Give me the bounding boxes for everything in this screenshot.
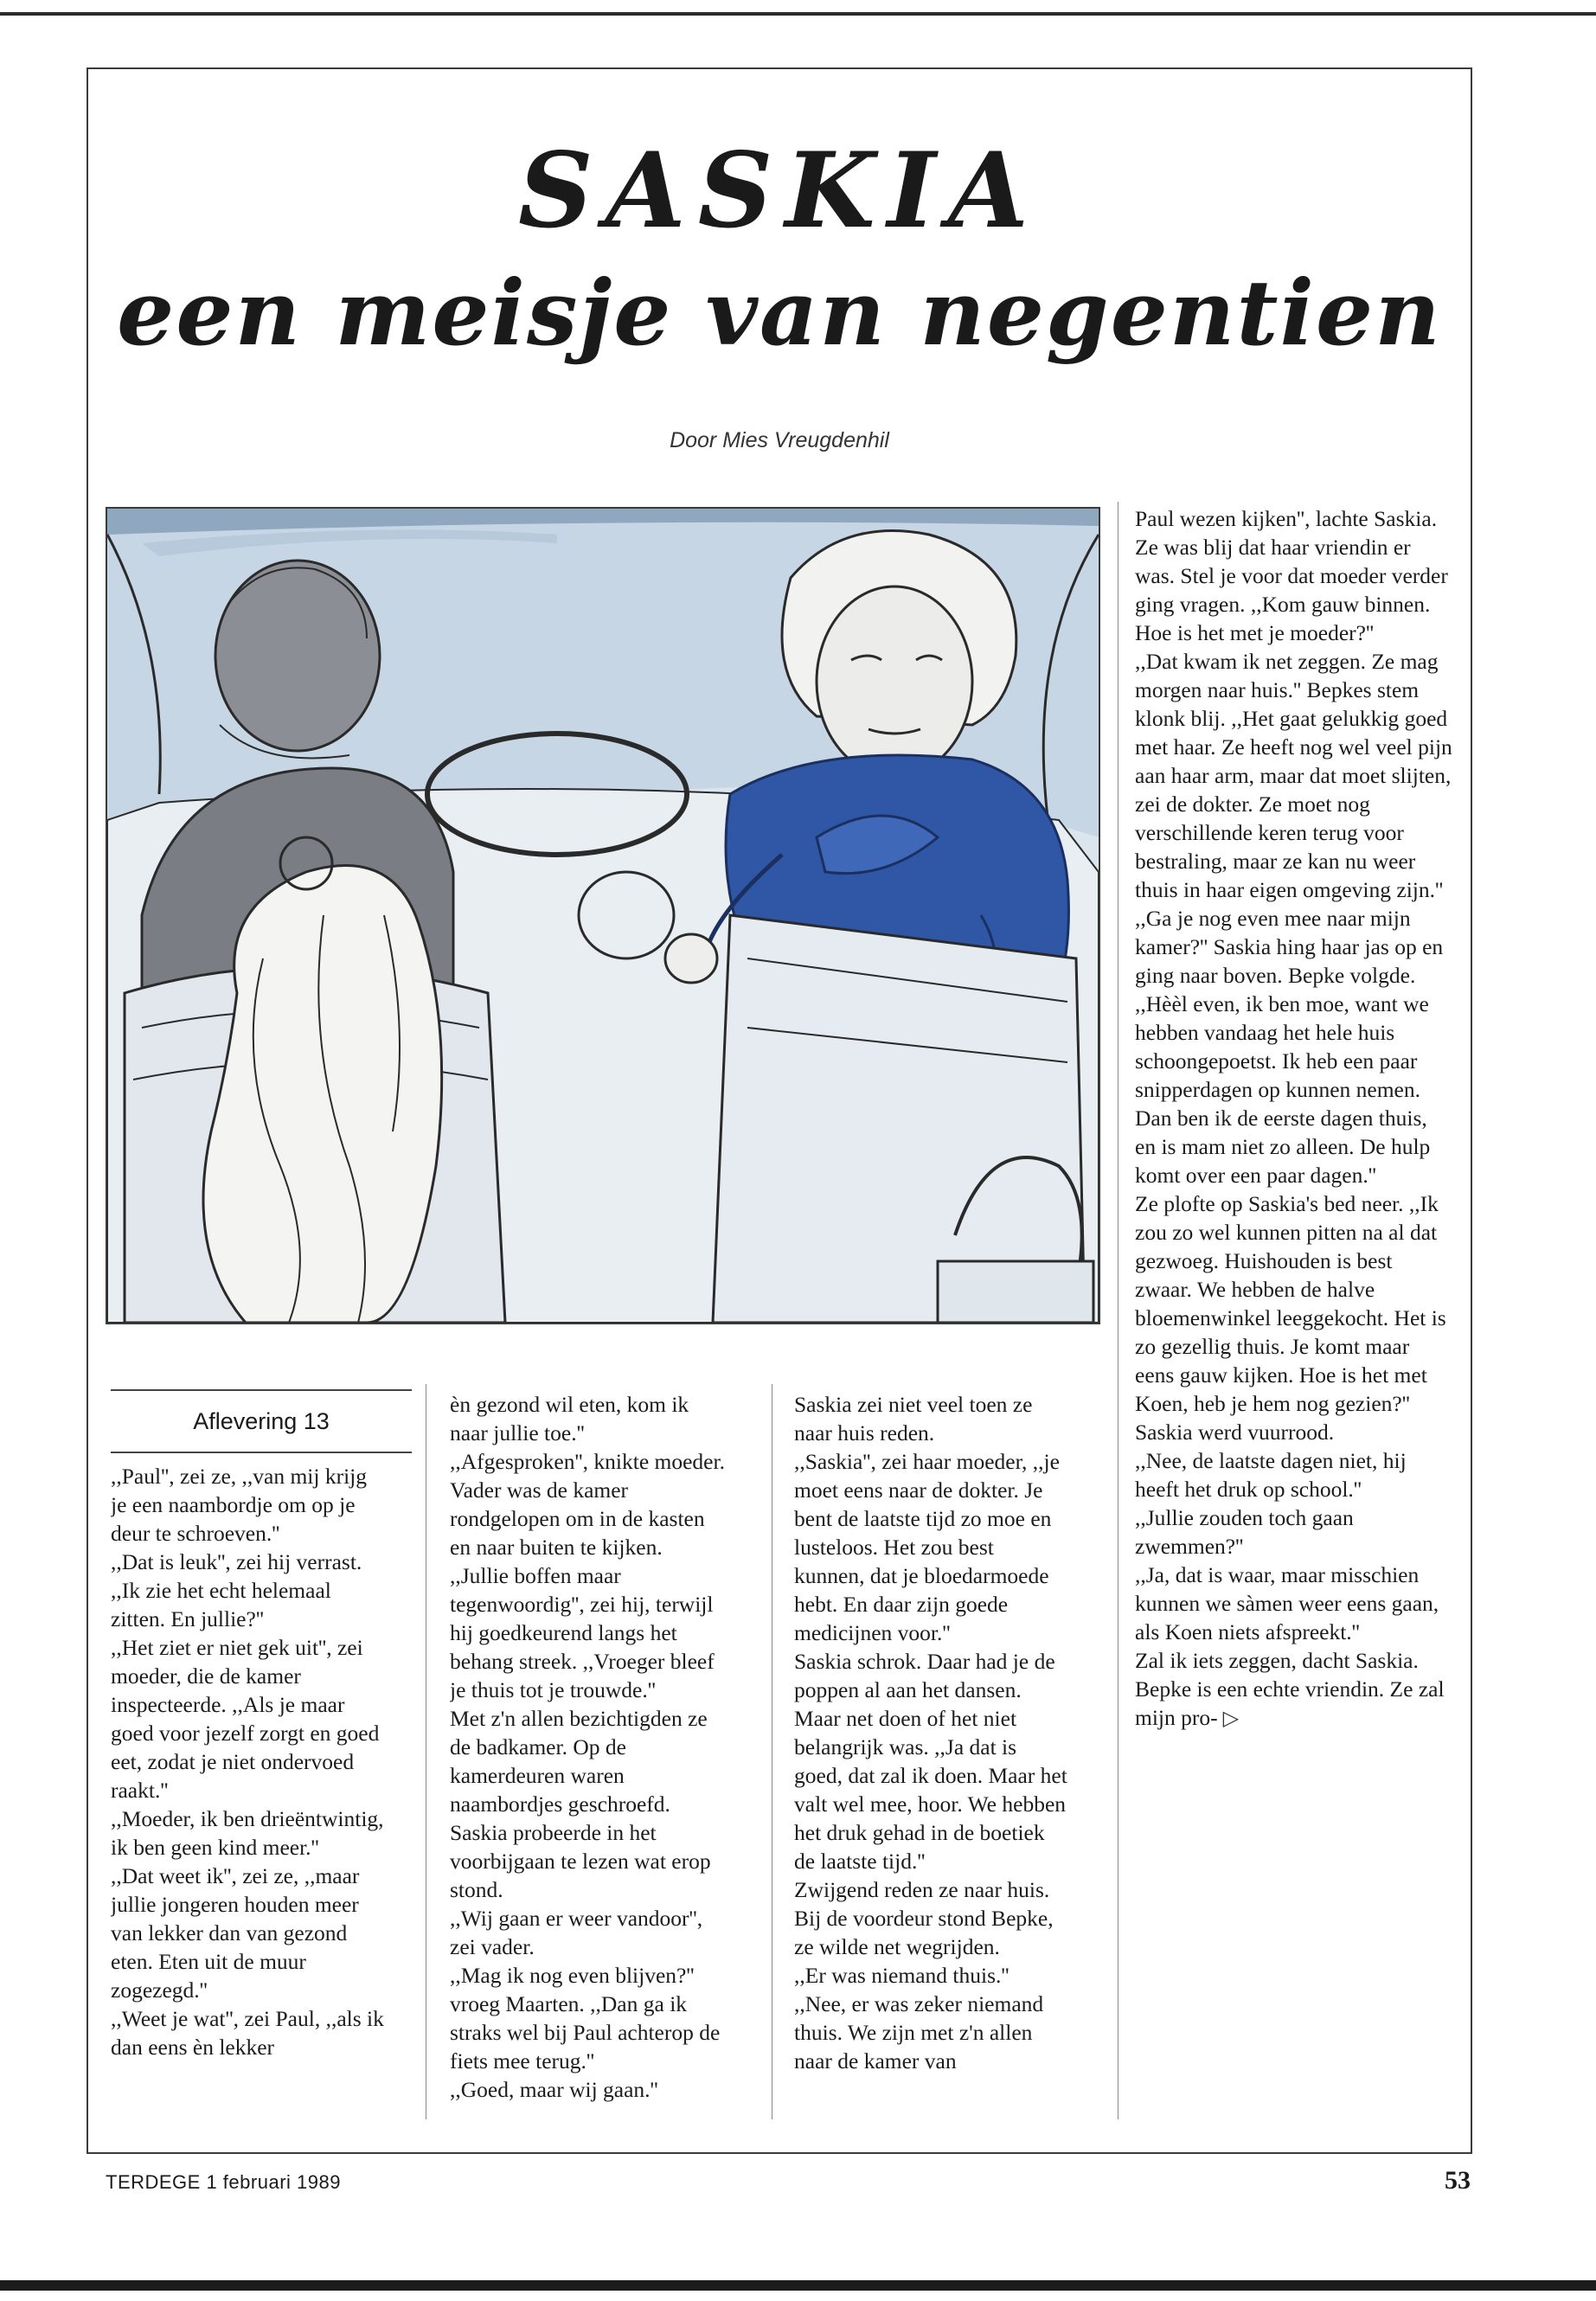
paragraph: ,,Moeder, ik ben drieëntwintig, ik ben geen kind meer.'' xyxy=(111,1806,384,1860)
paragraph: Saskia zei niet veel toen ze naar huis reden. xyxy=(794,1392,1033,1445)
paragraph: ,,Saskia'', zei haar moeder, ,,je moet eens naar de dokter. Je bent de laatste tijd zo moe en lusteloos. Het zou best kunnen, dat je bloedarmoede hebt. En daar zijn goede medicijnen voor.'' xyxy=(794,1449,1060,1645)
paragraph: Paul wezen kijken'', lachte Saskia. Ze was blij dat haar vriendin er was. Stel je voor dat moeder verder ging vragen. ,,Kom gauw binnen. Hoe is het met je moeder?'' xyxy=(1135,506,1448,645)
paragraph: ,,Ja, dat is waar, maar misschien kunnen we sàmen weer eens gaan, als Koen niets afspreekt.'' xyxy=(1135,1562,1439,1644)
paragraph: ,,Er was niemand thuis.'' xyxy=(794,1963,1010,1988)
paragraph: ,,Dat is leuk'', zei hij verrast. ,,Ik zie het echt helemaal zitten. En jullie?'' xyxy=(111,1549,362,1631)
byline: Door Mies Vreugdenhil xyxy=(670,428,889,452)
top-rule xyxy=(0,12,1596,16)
page-title: SASKIA xyxy=(518,130,1041,252)
paragraph: ,,Mag ik nog even blijven?'' vroeg Maarten. ,,Dan ga ik straks wel bij Paul achterop de fiets mee terug.'' xyxy=(450,1963,721,2073)
continue-arrow-icon: ▷ xyxy=(1222,1708,1240,1730)
paragraph: ,,Ga je nog even mee naar mijn kamer?'' Saskia hing haar jas op en ging naar boven. Bepke volgde. xyxy=(1135,906,1444,988)
paragraph: ,,Nee, de laatste dagen niet, hij heeft het druk op school.'' xyxy=(1135,1448,1407,1502)
text-column-1 xyxy=(111,1462,386,2061)
paragraph-text: Zal ik iets zeggen, dacht Saskia. Bepke is een echte vriendin. Ze zal mijn pro- xyxy=(1135,1648,1445,1730)
text-column-4 xyxy=(1135,504,1453,1734)
paragraph: ,,Weet je wat'', zei Paul, ,,als ik dan eens èn lekker xyxy=(111,2006,384,2060)
text-column-3 xyxy=(794,1390,1069,2075)
car-scene-illustration xyxy=(106,507,1100,1324)
paragraph: ,,Het ziet er niet gek uit'', zei moeder, die de kamer inspecteerde. ,,Als je maar goed voor jezelf zorgt en goed eet, zodat je niet ondervoed raakt.'' xyxy=(111,1635,380,1803)
paragraph: Ze plofte op Saskia's bed neer. ,,Ik zou zo wel kunnen pitten na al dat gezwoeg. Huishouden is best zwaar. We hebben de halve bloemenwinkel leeggekocht. Het is zo gezellig thuis. Je komt maar eens gauw kijken. Hoe is het met Koen, heb je hem nog gezien?'' xyxy=(1135,1191,1446,1416)
paragraph: èn gezond wil eten, kom ik naar jullie toe.'' xyxy=(450,1392,689,1445)
paragraph-last xyxy=(1135,1646,1453,1734)
footer-publication: TERDEGE 1 februari 1989 xyxy=(106,2171,341,2193)
paragraph: ,,Afgesproken'', knikte moeder. xyxy=(450,1449,725,1474)
paragraph: ,,Goed, maar wij gaan.'' xyxy=(450,2077,658,2102)
episode-box xyxy=(111,1389,412,1453)
text-column-2 xyxy=(450,1390,725,2104)
page-number: 53 xyxy=(1445,2166,1471,2195)
page-subtitle: een meisje van negentien xyxy=(117,260,1442,366)
bottom-rule xyxy=(0,2280,1596,2291)
paragraph: Saskia schrok. Daar had je de poppen al aan het dansen. Maar net doen of het niet belangrijk was. ,,Ja dat is goed, dat zal ik doen. Maar het valt wel mee, hoor. We hebben het druk gehad in de boetiek de laatste tijd.'' xyxy=(794,1649,1067,1874)
paragraph: ,,Hèèl even, ik ben moe, want we hebben vandaag het hele huis schoongepoetst. Ik heb een paar snipperdagen op kunnen nemen. Dan ben ik de eerste dagen thuis, en is mam niet zo alleen. De hulp komt over een paar dagen.'' xyxy=(1135,991,1431,1188)
paragraph: ,,Dat kwam ik net zeggen. Ze mag morgen naar huis.'' Bepkes stem klonk blij. ,,Het gaat gelukkig goed met haar. Ze heeft nog wel veel pijn aan haar arm, maar dat moet slijten, zei de dokter. Ze moet nog verschillende keren terug voor bestraling, maar ze kan nu weer thuis in haar eigen omgeving zijn.'' xyxy=(1135,649,1452,902)
paragraph: Vader was de kamer rondgelopen om in de kasten en naar buiten te kijken. ,,Jullie boffen maar tegenwoordig'', zei hij, terwijl hij goedkeurend langs het behang streek. ,,Vroeger bleef je thuis tot je trouwde.'' xyxy=(450,1477,715,1702)
paragraph: ,,Paul'', zei ze, ,,van mij krijg je een naambordje om op je deur te schroeven.'' xyxy=(111,1464,367,1546)
paragraph: Saskia werd vuurrood. xyxy=(1135,1420,1335,1445)
paragraph: ,,Nee, er was zeker niemand thuis. We zijn met z'n allen naar de kamer van xyxy=(794,1991,1044,2073)
paragraph: ,,Wij gaan er weer vandoor'', zei vader. xyxy=(450,1906,703,1959)
episode-label: Aflevering 13 xyxy=(193,1408,330,1434)
paragraph: ,,Dat weet ik'', zei ze, ,,maar jullie jongeren houden meer van lekker dan van gezond eten. Eten uit de muur zogezegd.'' xyxy=(111,1863,360,2003)
paragraph: Met z'n allen bezichtigden ze de badkamer. Op de kamerdeuren waren naambordjes geschroefd. Saskia probeerde in het voorbijgaan te lezen wat erop stond. xyxy=(450,1706,711,1902)
paragraph: ,,Jullie zouden toch gaan zwemmen?'' xyxy=(1135,1505,1354,1559)
paragraph: Zwijgend reden ze naar huis. Bij de voordeur stond Bepke, ze wilde net wegrijden. xyxy=(794,1877,1054,1959)
